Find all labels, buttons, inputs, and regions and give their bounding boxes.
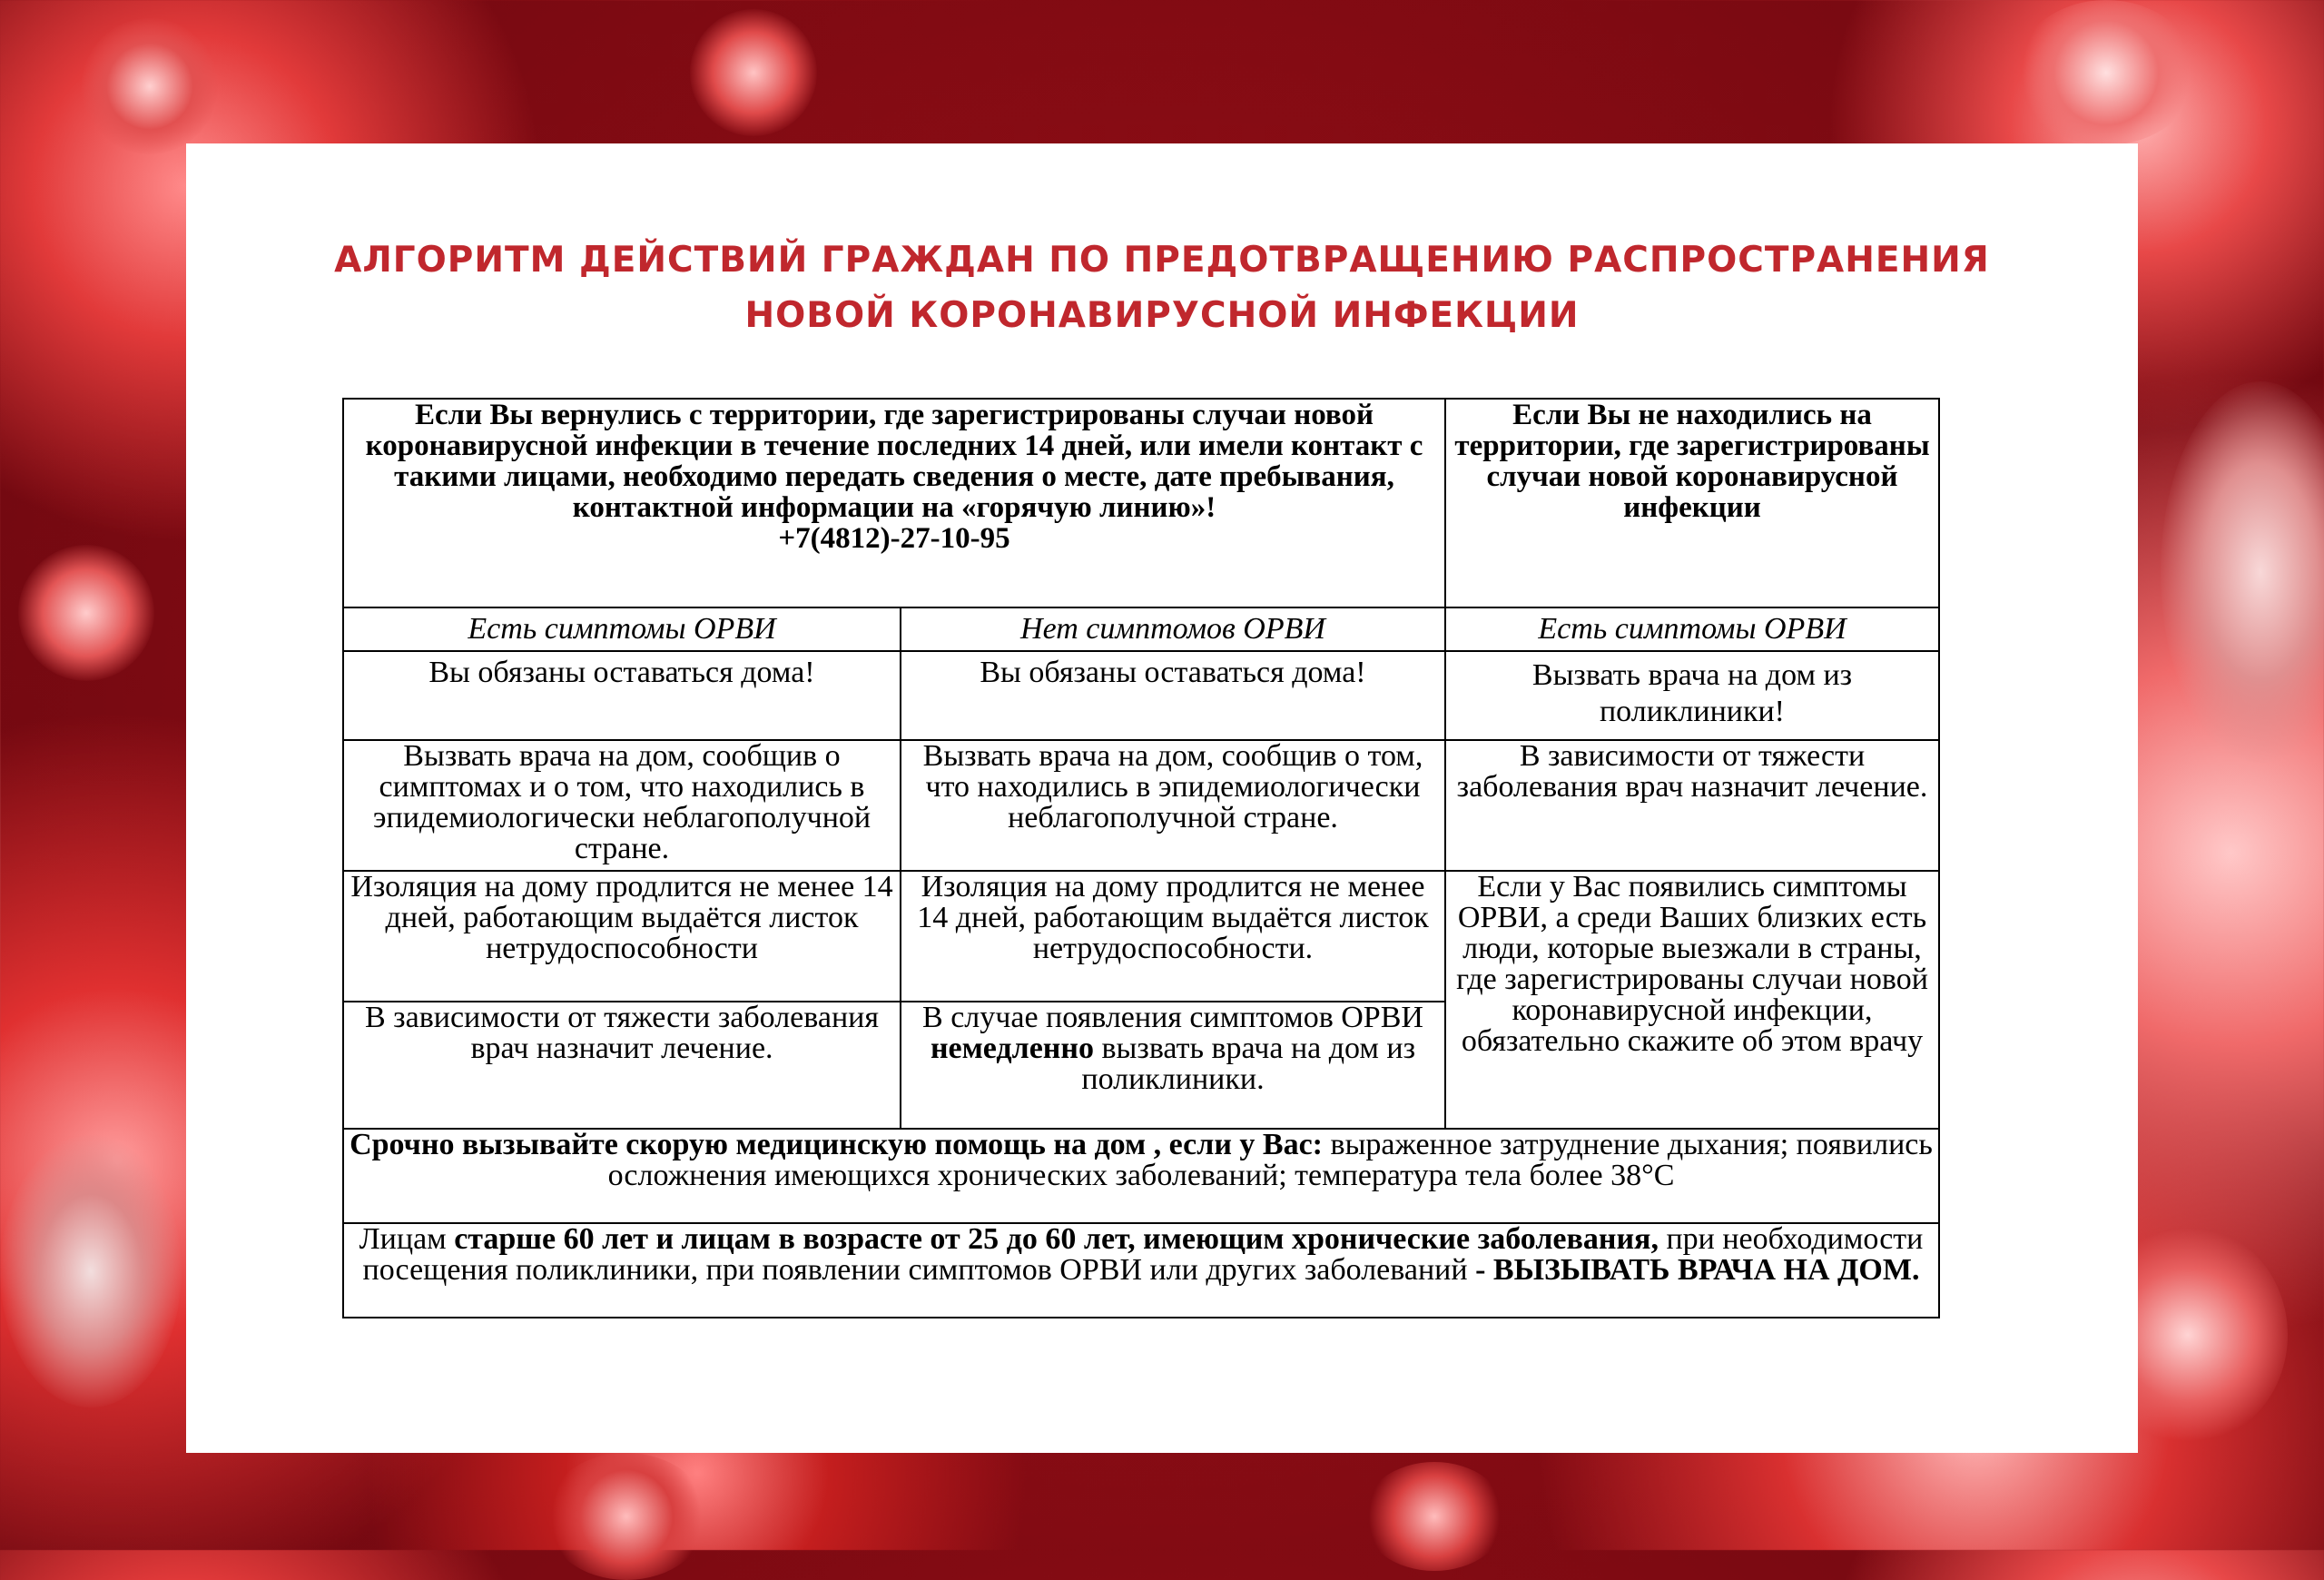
elderly-cell — [343, 1223, 1939, 1318]
row2-cell-2: Вызвать врача на дом, сообщив о том, что находились в эпидемиологически неблагополучной стране. — [901, 740, 1445, 871]
subheader-symptoms-2: Есть симптомы ОРВИ — [1445, 607, 1939, 651]
row1-cell-2: Вы обязаны оставаться дома! — [901, 651, 1445, 740]
algorithm-table — [342, 398, 1940, 1318]
virus-decoration — [2015, 0, 2197, 145]
virus-decoration — [82, 18, 218, 154]
virus-decoration — [690, 9, 817, 136]
row3-cell-2: Изоляция на дому продлится не менее 14 дней, работающим выдаётся листок нетрудоспособности. — [901, 871, 1445, 1002]
emergency-row — [343, 1129, 1939, 1223]
row2-cell-1: Вызвать врача на дом, сообщив о симптомах и о том, что находились в эпидемиологически неблагополучной стране. — [343, 740, 901, 871]
virus-decoration — [2161, 381, 2324, 763]
elderly-end-text: - ВЫЗЫВАТЬ ВРАЧА НА ДОМ. — [1475, 1253, 1920, 1287]
virus-decoration — [1362, 1462, 1507, 1571]
row4-mid-text-pre: В случае появления симптомов ОРВИ — [922, 1001, 1423, 1034]
header-returned-cell — [343, 399, 1445, 607]
row4-mid-text-post: вызвать врача на дом из поликлиники. — [1081, 1032, 1416, 1096]
table-row — [343, 871, 1939, 1002]
row3-cell-1: Изоляция на дому продлится не менее 14 дней, работающим выдаётся листок нетрудоспособности — [343, 871, 901, 1002]
page-title — [186, 232, 2138, 343]
virus-decoration — [18, 545, 154, 681]
header-returned-text: Если Вы вернулись с территории, где зарегистрированы случаи новой коронавирусной инфекции в течение последних 14 дней, или имели контакт с такими лицами, необходимо передать сведения о месте, дате пребывания, контактной информации на «горячую линию»! — [365, 399, 1423, 524]
row1-cell-1: Вы обязаны оставаться дома! — [343, 651, 901, 740]
table-row — [343, 651, 1939, 740]
table-header-row — [343, 399, 1939, 607]
row4-cell-2 — [901, 1002, 1445, 1129]
emergency-cell — [343, 1129, 1939, 1223]
elderly-bold-text: старше 60 лет и лицам в возрасте от 25 до 60 лет, имеющим хронические заболевания, — [454, 1222, 1659, 1256]
elderly-pre-text: Лицам — [359, 1222, 455, 1256]
row4-cell-1: В зависимости от тяжести заболевания врач назначит лечение. — [343, 1002, 901, 1129]
row1-cell-3: Вызвать врача на дом из поликлиники! — [1445, 651, 1939, 740]
subheader-symptoms-1: Есть симптомы ОРВИ — [343, 607, 901, 651]
elderly-text: при необходимости посещения поликлиники, при появлении симптомов ОРВИ или других заболеваний — [362, 1222, 1924, 1287]
table-subheader-row — [343, 607, 1939, 651]
title-line-1: АЛГОРИТМ ДЕЙСТВИЙ ГРАЖДАН ПО ПРЕДОТВРАЩЕНИЮ РАСПРОСТРАНЕНИЯ — [334, 240, 1990, 281]
header-not-visited-text: Если Вы не находились на территории, где зарегистрированы случаи новой коронавирусной инфекции — [1454, 399, 1930, 524]
hotline-phone: +7(4812)-27-10-95 — [778, 522, 1010, 555]
table-row — [343, 740, 1939, 871]
row3-cell-3: Если у Вас появились симптомы ОРВИ, а среди Ваших близких есть люди, которые выезжали в страны, где зарегистрированы случаи новой коронавирусной инфекции, обязательно скажите об этом врачу — [1445, 871, 1939, 1129]
virus-decoration — [545, 1453, 708, 1580]
row4-mid-text-bold: немедленно — [930, 1032, 1094, 1065]
emergency-bold-text: Срочно вызывайте скорую медицинскую помощь на дом , если у Вас: — [350, 1128, 1324, 1161]
subheader-no-symptoms: Нет симптомов ОРВИ — [901, 607, 1445, 651]
row2-cell-3: В зависимости от тяжести заболевания врач назначит лечение. — [1445, 740, 1939, 871]
emergency-text: выраженное затруднение дыхания; появились осложнения имеющихся хронических заболеваний; температура тела более 38°C — [607, 1128, 1933, 1192]
info-card — [186, 143, 2138, 1453]
elderly-row — [343, 1223, 1939, 1318]
title-line-2: НОВОЙ КОРОНАВИРУСНОЙ ИНФЕКЦИИ — [744, 295, 1580, 336]
header-not-visited-cell — [1445, 399, 1939, 607]
virus-decoration — [0, 1135, 182, 1407]
